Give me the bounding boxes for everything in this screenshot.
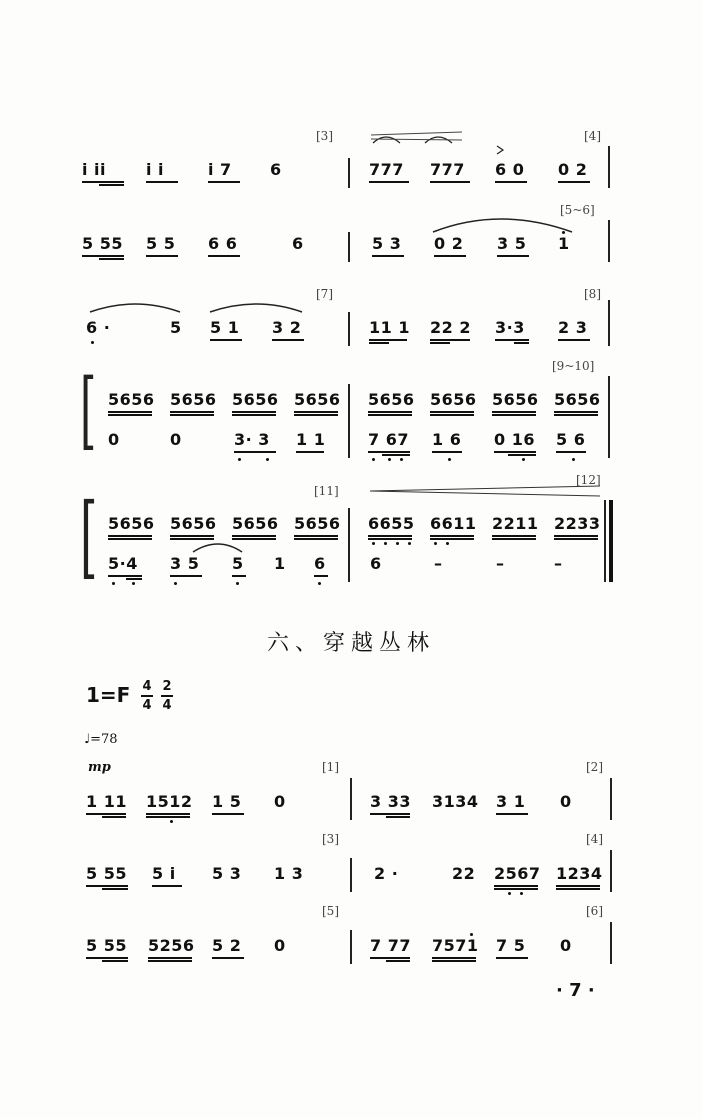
note-group: 6 [370,554,382,573]
underline [232,535,276,537]
underline [382,454,410,456]
barline [348,158,350,188]
note-group: 5656 [294,514,341,533]
note-group: 5256 [148,936,195,955]
octave-dot [236,582,239,585]
underline [102,960,128,962]
underline [430,342,450,344]
underline [494,451,536,453]
note-group: 3 5 [170,554,200,573]
underline [494,885,538,887]
octave-dot [562,231,565,234]
note-group: – [496,554,505,573]
underline [514,342,529,344]
rehearsal-marker: [3] [322,832,339,846]
note-group: 5 3 [372,234,402,253]
underline [126,578,142,580]
note-group: 1 [274,554,286,573]
underline [170,535,214,537]
underline [108,414,152,416]
underline [432,957,476,959]
page-number: · 7 · [556,980,595,1001]
slur [210,304,302,312]
underline [495,339,529,341]
underline [370,813,410,815]
note-group: 3· 3 [234,430,270,449]
slur [90,304,180,312]
note-group: 0 [274,792,286,811]
note-group: 22 2 [430,318,471,337]
barline [610,778,612,820]
underline [234,451,276,453]
time-signature-line [161,695,173,697]
note-group: 6 [270,160,282,179]
underline [148,960,192,962]
voice-upper [82,234,612,264]
note-group: 1 1 [296,430,326,449]
underline [369,181,409,183]
underline [86,957,128,959]
note-group: 5 55 [86,864,127,883]
barline [604,500,606,582]
note-group: 6655 [368,514,415,533]
time-signature-line [141,695,153,697]
note-group: 2233 [554,514,601,533]
system-4 [108,390,612,462]
octave-dot [408,542,411,545]
octave-dot [572,458,575,461]
note-group: 2211 [492,514,539,533]
note-group: 777 [430,160,465,179]
note-group: 5656 [170,390,217,409]
voice-upper [82,318,612,348]
underline [294,414,338,416]
note-group: 0 [274,936,286,955]
barline [348,508,350,582]
note-group: 0 [560,936,572,955]
note-group: 5 55 [82,234,123,253]
note-group: 777 [369,160,404,179]
underline [108,575,142,577]
barline [608,300,610,346]
note-group: 5656 [294,390,341,409]
note-group: 5656 [554,390,601,409]
system-bracket: [ [80,484,98,589]
underline [99,258,124,260]
octave-dot [170,820,173,823]
note-group: 0 [108,430,120,449]
system-8 [82,936,612,966]
rehearsal-marker: [9~10] [552,359,595,373]
underline [272,339,304,341]
system-6 [82,792,612,822]
note-group: 3 33 [370,792,411,811]
underline [108,535,152,537]
barline [610,850,612,892]
system-5 [108,514,612,586]
underline [232,575,246,577]
hairpin-line [370,486,600,491]
note-group: i ii [82,160,107,179]
underline [368,451,410,453]
note-group: 3·3 [495,318,525,337]
slur [433,219,572,232]
voice-lower [108,554,638,584]
note-group: 5656 [108,390,155,409]
section-title: 六、穿越丛林 [266,631,435,656]
note-group: 5 1 [210,318,240,337]
rehearsal-marker: [6] [586,904,603,918]
rehearsal-marker: [5~6] [560,203,595,217]
underline [554,411,598,413]
note-group: 5 i [152,864,176,883]
underline [494,888,538,890]
note-group: 2567 [494,864,541,883]
hairpin-line [371,139,462,140]
barline [608,376,610,458]
underline [146,181,178,183]
note-group: – [554,554,563,573]
underline [386,816,410,818]
underline [212,957,244,959]
note-group: 5 6 [556,430,586,449]
underline [208,255,240,257]
underline [314,575,328,577]
barline [350,778,352,820]
note-group: 5656 [232,514,279,533]
rehearsal-marker: [4] [584,129,601,143]
note-group: 7 77 [370,936,411,955]
underline [99,184,124,186]
note-group: 1 11 [86,792,127,811]
underline [108,538,152,540]
time-signature-denominator: 4 [142,698,152,713]
system-2 [82,234,612,264]
note-group: 11 1 [369,318,410,337]
note-group: 5656 [492,390,539,409]
underline [492,411,536,413]
note-group: 5656 [368,390,415,409]
note-group: 1512 [146,792,193,811]
rehearsal-marker: [8] [584,287,601,301]
octave-dot [372,542,375,545]
note-group: 3134 [432,792,479,811]
underline [556,451,586,453]
underline [146,255,178,257]
underline [434,255,466,257]
note-group: 5 5 [146,234,176,253]
octave-dot [522,458,525,461]
underline [369,342,389,344]
octave-dot [372,458,375,461]
barline [348,384,350,458]
note-group: 7 67 [368,430,409,449]
rehearsal-marker: [12] [576,473,601,487]
underline [210,339,242,341]
underline [430,339,470,341]
underline [294,535,338,537]
underline [296,451,324,453]
octave-dot [470,933,473,936]
rehearsal-marker: [11] [314,484,339,498]
accent-mark [497,146,503,154]
underline [558,339,590,341]
system-7 [82,864,612,894]
tempo-marking: ♩=78 [84,732,118,747]
note-group: 5 [232,554,244,573]
underline [430,181,470,183]
underline [492,538,536,540]
note-group: i 7 [208,160,232,179]
note-group: 5·4 [108,554,138,573]
underline [496,957,528,959]
underline [232,538,276,540]
octave-dot [400,458,403,461]
underline [368,414,412,416]
octave-dot [448,458,451,461]
barline [348,232,350,262]
underline [556,885,600,887]
note-group: 6 0 [495,160,525,179]
underline [294,538,338,540]
note-group: – [434,554,443,573]
barline [608,220,610,262]
underline [554,535,598,537]
note-group: 5656 [170,514,217,533]
underline [430,535,474,537]
system-1 [82,160,612,190]
note-group: 1234 [556,864,603,883]
underline [232,411,276,413]
underline [430,538,474,540]
note-group: 0 2 [558,160,588,179]
system-3 [82,318,612,348]
system-bracket: [ [80,361,97,459]
voice-lower [108,430,638,460]
underline [86,813,126,815]
underline [492,535,536,537]
underline [208,181,240,183]
underline [556,888,600,890]
note-group: 7 5 [496,936,526,955]
octave-dot [434,542,437,545]
underline [432,960,476,962]
underline [146,813,190,815]
rehearsal-marker: [2] [586,760,603,774]
rehearsal-marker: [4] [586,832,603,846]
note-group: 6 6 [208,234,238,253]
underline [372,255,404,257]
note-group: 3 5 [497,234,527,253]
note-group: 5 [170,318,182,337]
note-group: 7571 [432,936,479,955]
underline [212,813,244,815]
note-group: 22 [452,864,476,883]
note-group: 1 5 [212,792,242,811]
octave-dot [446,542,449,545]
underline [496,813,528,815]
note-group: 0 16 [494,430,535,449]
note-group: 0 [560,792,572,811]
barline [608,146,610,188]
underline [508,454,536,456]
underline [82,181,124,183]
underline [432,451,462,453]
octave-dot [396,542,399,545]
underline [170,414,214,416]
underline [368,538,412,540]
underline [492,414,536,416]
underline [170,575,202,577]
underline [148,957,192,959]
octave-dot [508,892,511,895]
note-group: 6 [314,554,326,573]
underline [108,411,152,413]
underline [370,957,410,959]
octave-dot [384,542,387,545]
octave-dot [174,582,177,585]
underline [368,411,412,413]
note-group: 6 · [86,318,111,337]
hairpin-line [371,132,462,135]
octave-dot [318,582,321,585]
underline [430,411,474,413]
underline [86,885,128,887]
dynamic-marking: mp [88,760,111,775]
underline [430,414,474,416]
underline [386,960,410,962]
underline [146,816,190,818]
time-signature-numerator: 4 [142,679,152,694]
underline [558,181,590,183]
underline [294,411,338,413]
note-group: 1 [558,234,570,253]
rehearsal-marker: [7] [316,287,333,301]
key-signature: 1=F [86,683,131,707]
note-group: 5 55 [86,936,127,955]
underline [554,538,598,540]
note-group: 1 3 [274,864,304,883]
underline [497,255,529,257]
underline [102,816,126,818]
note-group: 6611 [430,514,477,533]
note-group: 5656 [108,514,155,533]
underline [554,414,598,416]
note-group: 0 2 [434,234,464,253]
barline [350,930,352,964]
note-group: 2 3 [558,318,588,337]
underline [102,888,128,890]
note-group: i i [146,160,165,179]
underline [82,255,124,257]
barline [610,922,612,964]
octave-dot [112,582,115,585]
octave-dot [132,582,135,585]
barline [350,858,352,892]
underline [495,181,527,183]
note-group: 2 · [374,864,399,883]
underline [170,411,214,413]
octave-dot [91,341,94,344]
underline [232,414,276,416]
note-group: 6 [292,234,304,253]
voice-upper [82,160,612,190]
underline [152,885,182,887]
note-group: 1 6 [432,430,462,449]
note-group: 5656 [430,390,477,409]
octave-dot [238,458,241,461]
final-barline [609,500,613,582]
octave-dot [520,892,523,895]
rehearsal-marker: [5] [322,904,339,918]
note-group: 3 2 [272,318,302,337]
note-group: 5656 [232,390,279,409]
octave-dot [266,458,269,461]
rehearsal-marker: [3] [316,129,333,143]
hairpin-line [370,491,600,496]
time-signature-denominator: 4 [162,698,172,713]
note-group: 5 3 [212,864,242,883]
barline [348,312,350,346]
underline [170,538,214,540]
rehearsal-marker: [1] [322,760,339,774]
slur [373,137,400,143]
note-group: 3 1 [496,792,526,811]
time-signature-numerator: 2 [162,679,172,694]
underline [368,535,412,537]
underline [369,339,407,341]
octave-dot [388,458,391,461]
note-group: 0 [170,430,182,449]
note-group: 5 2 [212,936,242,955]
